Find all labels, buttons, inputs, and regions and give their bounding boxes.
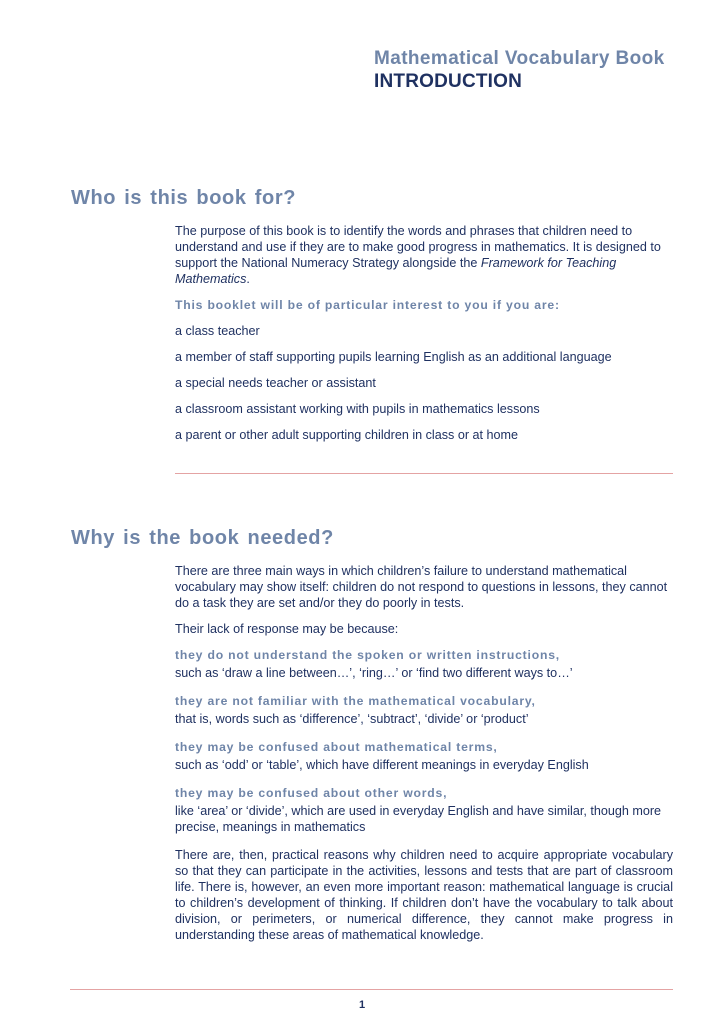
audience-item: a class teacher <box>175 324 260 338</box>
reason-lead: they do not understand the spoken or written instructions, <box>175 648 560 662</box>
reason-lead: they may be confused about other words, <box>175 786 448 800</box>
audience-item: a parent or other adult supporting children in class or at home <box>175 428 519 442</box>
framework-title: Framework for Teaching Mathematics <box>175 256 617 286</box>
section-heading-who: Who is this book for? <box>71 187 297 209</box>
purpose-paragraph <box>175 223 673 287</box>
page-number: 1 <box>358 999 366 1011</box>
page-header <box>374 48 665 93</box>
purpose-text: The purpose of this book is to identify the words and phrases that children need to understand and use if they are to make good progress in mathematics. It is designed to support the National Numeracy Strategy alongside the <box>175 224 661 270</box>
reason-text: such as ‘draw a line between…’, ‘ring…’ or ‘find two different ways to…’ <box>175 666 573 680</box>
section-divider <box>175 473 673 474</box>
audience-item: a member of staff supporting pupils learning English as an additional language <box>175 350 612 364</box>
audience-item: a classroom assistant working with pupils in mathematics lessons <box>175 402 540 416</box>
reason-text: that is, words such as ‘difference’, ‘subtract’, ‘divide’ or ‘product’ <box>175 712 529 726</box>
audience-item: a special needs teacher or assistant <box>175 376 376 390</box>
reason-lead: they may be confused about mathematical terms, <box>175 740 498 754</box>
reason-text: such as ‘odd’ or ‘table’, which have different meanings in everyday English <box>175 758 589 772</box>
failure-paragraph: There are three main ways in which children’s failure to understand mathematical vocabulary may show itself: children do not respond to questions in lessons, they cannot do a task they are set and/or they do poorly in tests. <box>175 564 668 610</box>
lack-of-response: Their lack of response may be because: <box>175 622 399 636</box>
section-heading-why: Why is the book needed? <box>71 527 334 549</box>
reason-lead: they are not familiar with the mathematical vocabulary, <box>175 694 536 708</box>
purpose-end: . <box>246 272 250 286</box>
book-title: Mathematical Vocabulary Book <box>374 48 665 69</box>
section-why-body <box>175 563 673 943</box>
conclusion-paragraph: There are, then, practical reasons why children need to acquire appropriate vocabulary so that they can participate in the activities, lessons and tests that are part of classroom life. There is, however, an even more important reason: mathematical language is crucial to children’s development of thinking. If children don’t have the vocabulary to talk about division, or perimeters, or numerical difference, they cannot make progress in understanding these areas of mathematical knowledge. <box>175 848 673 942</box>
audience-lead: This booklet will be of particular interest to you if you are: <box>175 298 560 312</box>
reason-text: like ‘area’ or ‘divide’, which are used in everyday English and have similar, though more precise, meanings in mathematics <box>175 804 662 834</box>
section-who-body <box>175 223 673 443</box>
footer-divider <box>70 989 673 990</box>
chapter-title: INTRODUCTION <box>374 71 523 92</box>
